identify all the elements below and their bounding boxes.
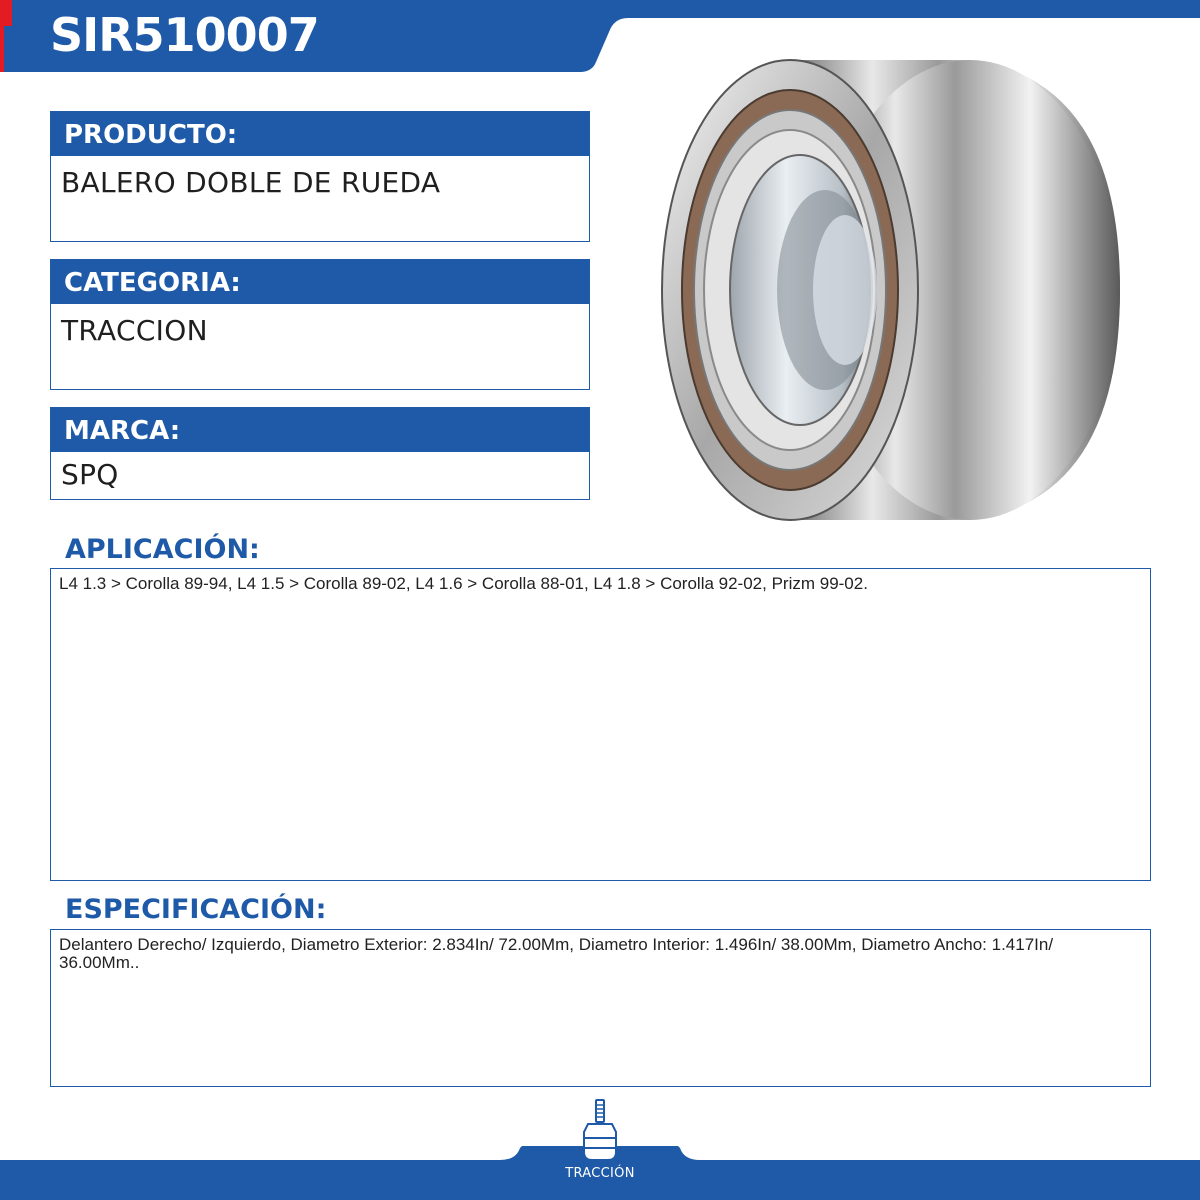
aplicacion-title: APLICACIÓN: <box>65 534 260 565</box>
producto-value: BALERO DOBLE DE RUEDA <box>61 166 441 199</box>
categoria-label: CATEGORIA: <box>51 260 589 304</box>
producto-label: PRODUCTO: <box>51 112 589 156</box>
especificacion-title: ESPECIFICACIÓN: <box>65 894 327 925</box>
categoria-box <box>50 259 590 390</box>
marca-value: SPQ <box>61 458 119 491</box>
product-image <box>640 40 1140 540</box>
producto-box <box>50 111 590 242</box>
category-label: TRACCIÓN <box>565 1166 635 1181</box>
categoria-value: TRACCION <box>61 314 208 347</box>
marca-label: MARCA: <box>51 408 589 452</box>
marca-box <box>50 407 590 500</box>
wheel-bearing-image <box>640 40 1140 540</box>
product-sku: SIR510007 <box>50 8 319 62</box>
especificacion-text: Delantero Derecho/ Izquierdo, Diametro Exterior: 2.834In/ 72.00Mm, Diametro Interior: 1.496In/ 38.00Mm, Diametro Ancho: 1.417In/ 36.00Mm.. <box>50 929 1151 1087</box>
category-badge <box>548 1098 652 1188</box>
aplicacion-text: L4 1.3 > Corolla 89-94, L4 1.5 > Corolla 89-02, L4 1.6 > Corolla 88-01, L4 1.8 > Corolla 92-02, Prizm 99-02. <box>50 568 1151 881</box>
cv-joint-icon <box>580 1098 620 1164</box>
